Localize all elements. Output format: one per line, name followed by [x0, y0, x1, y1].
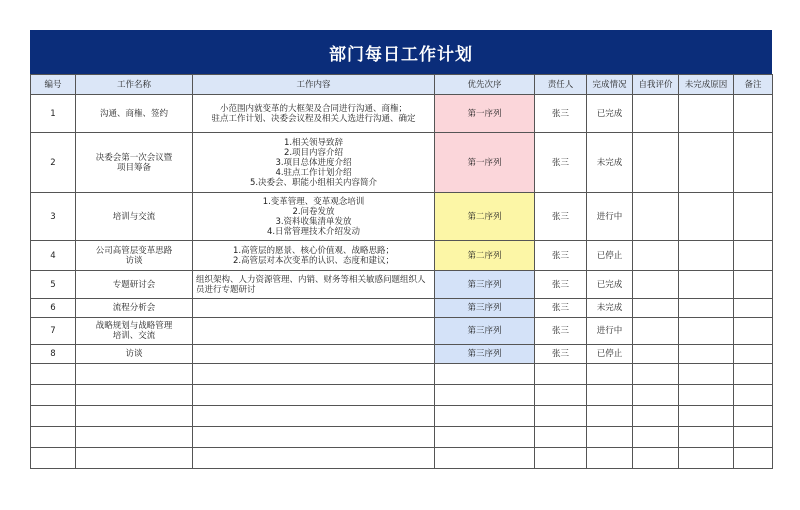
row-task-name-cell[interactable]: 战略规划与战略管理 培训、交流: [76, 318, 193, 345]
row-task-content-cell[interactable]: [193, 299, 435, 318]
row-self-evaluation-cell[interactable]: [633, 271, 679, 299]
row-owner-cell[interactable]: 张三: [535, 299, 587, 318]
table-row: [31, 241, 773, 271]
empty-row: [31, 448, 773, 469]
empty-cell[interactable]: [734, 364, 773, 385]
empty-cell[interactable]: [31, 406, 76, 427]
table-row: [31, 318, 773, 345]
table-row: [31, 193, 773, 241]
empty-cell[interactable]: [76, 406, 193, 427]
plan-sheet: [30, 30, 772, 469]
empty-row: [31, 406, 773, 427]
row-owner-cell[interactable]: 张三: [535, 271, 587, 299]
col-header-task-content[interactable]: 工作内容: [193, 75, 435, 95]
row-task-name-cell[interactable]: 决委会第一次会议暨 项目筹备: [76, 133, 193, 193]
empty-cell[interactable]: [633, 406, 679, 427]
row-note-cell[interactable]: [734, 318, 773, 345]
col-header-owner[interactable]: 责任人: [535, 75, 587, 95]
plan-table: [30, 74, 773, 469]
row-incomplete-reason-cell[interactable]: [679, 271, 734, 299]
empty-cell[interactable]: [535, 406, 587, 427]
row-note-cell[interactable]: [734, 299, 773, 318]
empty-cell[interactable]: [633, 364, 679, 385]
table-row: [31, 299, 773, 318]
empty-cell[interactable]: [31, 364, 76, 385]
row-number-cell[interactable]: 4: [31, 241, 76, 271]
empty-cell[interactable]: [587, 427, 633, 448]
row-task-content-cell[interactable]: 组织架构、人力资源管理、内销、财务等相关敏感问题组织人 员进行专题研讨: [193, 271, 435, 299]
sheet-title: 部门每日工作计划: [30, 30, 772, 74]
empty-cell[interactable]: [535, 427, 587, 448]
row-note-cell[interactable]: [734, 271, 773, 299]
empty-cell[interactable]: [193, 406, 435, 427]
empty-cell[interactable]: [31, 448, 76, 469]
row-status-cell[interactable]: 未完成: [587, 299, 633, 318]
row-number-cell[interactable]: 3: [31, 193, 76, 241]
row-priority-cell[interactable]: 第三序列: [435, 318, 535, 345]
row-incomplete-reason-cell[interactable]: [679, 345, 734, 364]
col-header-incomplete-reason[interactable]: 未完成原因: [679, 75, 734, 95]
row-task-content-cell[interactable]: 小范围内就变革的大框架及合同进行沟通、商権； 驻点工作计划、决委会议程及相关人选进行沟通、确定: [193, 95, 435, 133]
empty-cell[interactable]: [435, 448, 535, 469]
row-note-cell[interactable]: [734, 241, 773, 271]
row-task-name-cell[interactable]: 流程分析会: [76, 299, 193, 318]
header-row: [31, 75, 773, 95]
row-incomplete-reason-cell[interactable]: [679, 193, 734, 241]
row-priority-cell[interactable]: 第一序列: [435, 95, 535, 133]
row-incomplete-reason-cell[interactable]: [679, 133, 734, 193]
row-self-evaluation-cell[interactable]: [633, 241, 679, 271]
row-task-content-cell[interactable]: 1.高管层的愿景、核心价值观、战略思路； 2.高管层对本次变革的认识、态度和建议；: [193, 241, 435, 271]
row-task-name-cell[interactable]: 沟通、商権、签约: [76, 95, 193, 133]
row-incomplete-reason-cell[interactable]: [679, 95, 734, 133]
row-number-cell[interactable]: 7: [31, 318, 76, 345]
row-task-content-cell[interactable]: 1.变革管理、变革观念培训 2.问卷发放 3.资料收集清单发放 4.日常管理技术介绍发动: [193, 193, 435, 241]
row-priority-cell[interactable]: 第二序列: [435, 241, 535, 271]
table-row: [31, 133, 773, 193]
empty-cell[interactable]: [734, 448, 773, 469]
row-incomplete-reason-cell[interactable]: [679, 318, 734, 345]
empty-cell[interactable]: [679, 385, 734, 406]
empty-cell[interactable]: [76, 385, 193, 406]
empty-cell[interactable]: [679, 448, 734, 469]
empty-cell[interactable]: [435, 406, 535, 427]
row-number-cell[interactable]: 2: [31, 133, 76, 193]
empty-cell[interactable]: [679, 364, 734, 385]
empty-cell[interactable]: [31, 385, 76, 406]
row-owner-cell[interactable]: 张三: [535, 318, 587, 345]
row-status-cell[interactable]: 已停止: [587, 241, 633, 271]
row-priority-cell[interactable]: 第三序列: [435, 299, 535, 318]
empty-cell[interactable]: [734, 427, 773, 448]
row-number-cell[interactable]: 6: [31, 299, 76, 318]
row-task-content-cell[interactable]: 1.相关领导致辞 2.项目内容介绍 3.项目总体进度介绍 4.驻点工作计划介绍 5.决委会、职能小组相关内容简介: [193, 133, 435, 193]
row-number-cell[interactable]: 5: [31, 271, 76, 299]
row-task-name-cell[interactable]: 培训与交流: [76, 193, 193, 241]
row-note-cell[interactable]: [734, 345, 773, 364]
row-self-evaluation-cell[interactable]: [633, 193, 679, 241]
row-task-name-cell[interactable]: 专题研讨会: [76, 271, 193, 299]
row-number-cell[interactable]: 8: [31, 345, 76, 364]
col-header-number[interactable]: 编号: [31, 75, 76, 95]
table-row: [31, 271, 773, 299]
empty-cell[interactable]: [535, 364, 587, 385]
empty-cell[interactable]: [435, 364, 535, 385]
row-priority-cell[interactable]: 第三序列: [435, 271, 535, 299]
row-owner-cell[interactable]: 张三: [535, 345, 587, 364]
empty-cell[interactable]: [679, 427, 734, 448]
row-status-cell[interactable]: 进行中: [587, 318, 633, 345]
row-owner-cell[interactable]: 张三: [535, 241, 587, 271]
row-task-name-cell[interactable]: 公司高管层变革思路 访谈: [76, 241, 193, 271]
empty-cell[interactable]: [193, 364, 435, 385]
empty-cell[interactable]: [633, 385, 679, 406]
empty-cell[interactable]: [193, 448, 435, 469]
empty-cell[interactable]: [535, 385, 587, 406]
empty-cell[interactable]: [633, 448, 679, 469]
col-header-priority[interactable]: 优先次序: [435, 75, 535, 95]
empty-cell[interactable]: [587, 385, 633, 406]
col-header-status[interactable]: 完成情况: [587, 75, 633, 95]
row-status-cell[interactable]: 已完成: [587, 271, 633, 299]
empty-cell[interactable]: [435, 385, 535, 406]
empty-cell[interactable]: [31, 427, 76, 448]
row-incomplete-reason-cell[interactable]: [679, 299, 734, 318]
row-priority-cell[interactable]: 第三序列: [435, 345, 535, 364]
col-header-note[interactable]: 备注: [734, 75, 773, 95]
empty-cell[interactable]: [587, 406, 633, 427]
row-number-cell[interactable]: 1: [31, 95, 76, 133]
empty-cell[interactable]: [435, 427, 535, 448]
col-header-task-name[interactable]: 工作名称: [76, 75, 193, 95]
row-task-content-cell[interactable]: [193, 318, 435, 345]
empty-cell[interactable]: [587, 364, 633, 385]
row-self-evaluation-cell[interactable]: [633, 95, 679, 133]
col-header-self-evaluation[interactable]: 自我评价: [633, 75, 679, 95]
row-self-evaluation-cell[interactable]: [633, 299, 679, 318]
empty-cell[interactable]: [633, 427, 679, 448]
row-owner-cell[interactable]: 张三: [535, 193, 587, 241]
row-note-cell[interactable]: [734, 95, 773, 133]
row-status-cell[interactable]: 进行中: [587, 193, 633, 241]
empty-cell[interactable]: [76, 448, 193, 469]
empty-cell[interactable]: [679, 406, 734, 427]
row-owner-cell[interactable]: 张三: [535, 133, 587, 193]
row-priority-cell[interactable]: 第一序列: [435, 133, 535, 193]
empty-row: [31, 364, 773, 385]
row-incomplete-reason-cell[interactable]: [679, 241, 734, 271]
row-self-evaluation-cell[interactable]: [633, 318, 679, 345]
row-note-cell[interactable]: [734, 133, 773, 193]
row-owner-cell[interactable]: 张三: [535, 95, 587, 133]
empty-cell[interactable]: [193, 427, 435, 448]
row-status-cell[interactable]: 已完成: [587, 95, 633, 133]
row-priority-cell[interactable]: 第二序列: [435, 193, 535, 241]
empty-cell[interactable]: [76, 364, 193, 385]
table-row: [31, 95, 773, 133]
empty-cell[interactable]: [734, 385, 773, 406]
row-self-evaluation-cell[interactable]: [633, 345, 679, 364]
empty-cell[interactable]: [193, 385, 435, 406]
row-status-cell[interactable]: 未完成: [587, 133, 633, 193]
empty-cell[interactable]: [587, 448, 633, 469]
row-note-cell[interactable]: [734, 193, 773, 241]
empty-cell[interactable]: [535, 448, 587, 469]
row-self-evaluation-cell[interactable]: [633, 133, 679, 193]
empty-cell[interactable]: [76, 427, 193, 448]
empty-cell[interactable]: [734, 406, 773, 427]
row-task-name-cell[interactable]: 访谈: [76, 345, 193, 364]
row-task-content-cell[interactable]: [193, 345, 435, 364]
empty-row: [31, 427, 773, 448]
table-row: [31, 345, 773, 364]
empty-row: [31, 385, 773, 406]
row-status-cell[interactable]: 已停止: [587, 345, 633, 364]
